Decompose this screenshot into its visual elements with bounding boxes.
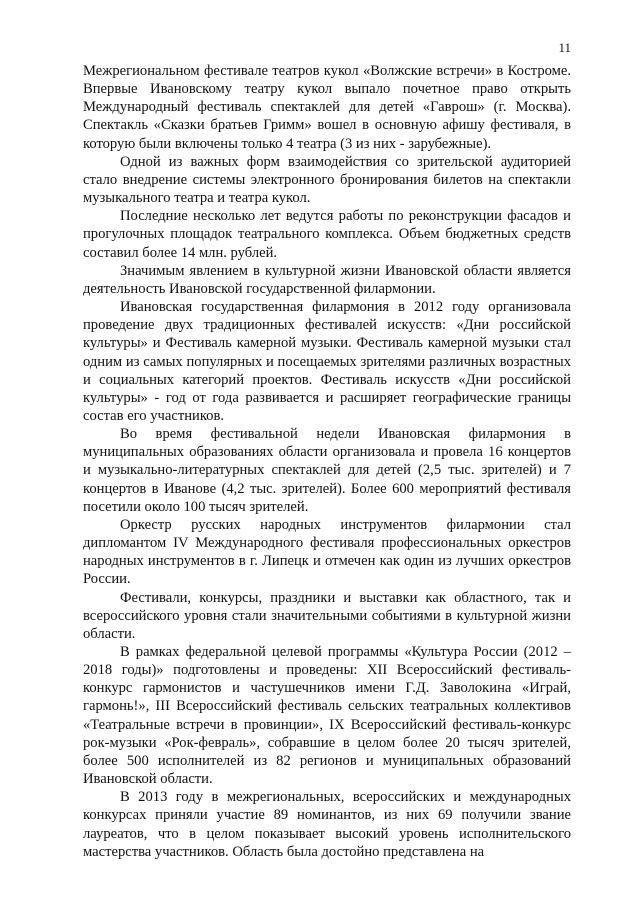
paragraph: Во время фестивальной недели Ивановская филармония в муниципальных образованиях области организовала и провела 16 концертов и музыкально-литературных спектаклей для детей (2,5 тыс. зрителей) и 7 концертов в Иванове (4,2 тыс. зрителей). Более 600 мероприятий фестиваля посетили около 100 тысяч зрителей. [83,426,571,515]
paragraph: В рамках федеральной целевой программы «Культура России (2012 – 2018 годы)» подготовлены и проведены: XII Всероссийский фестиваль-конкурс гармонистов и частушечников имени Г.Д. Заволокина «Играй, гармонь!», III Всероссийский фестиваль сельских театральных коллективов «Театральные встречи в провинции», IX Всероссийский фестиваль-конкурс рок-музыки «Рок-февраль», собравшие в целом более 20 тысяч зрителей, более 500 исполнителей из 82 регионов и муниципальных образований Ивановской области. [83,644,571,788]
paragraph: В 2013 году в межрегиональных, всероссийских и международных конкурсах приняли участие 89 номинантов, из них 69 получили звание лауреатов, что в целом показывает высокий уровень исполнительского мастерства участников. Область была достойно представлена на [83,789,571,860]
paragraph: Ивановская государственная филармония в 2012 году организовала проведение двух традиционных фестивалей искусств: «Дни российской культуры» и Фестиваль камерной музыки. Фестиваль камерной музыки стал одним из самых популярных и посещаемых зрителями различных возрастных и социальных категорий проектов. Фестиваль искусств «Дни российской культуры» - год от года развивается и расширяет географические границы состав его участников. [83,299,571,424]
document-body [83,62,571,861]
paragraph: Оркестр русских народных инструментов филармонии стал дипломантом IV Международного фестиваля профессиональных оркестров народных инструментов в г. Липецк и отмечен как один из лучших оркестров России. [83,516,571,588]
paragraph: Последние несколько лет ведутся работы по реконструкции фасадов и прогулочных площадок театрального комплекса. Объем бюджетных средств составил более 14 млн. рублей. [83,208,571,261]
paragraph: Одной из важных форм взаимодействия со зрительской аудиторией стало внедрение системы электронного бронирования билетов на спектакли музыкального театра и театра кукол. [83,153,571,207]
paragraph: Фестивали, конкурсы, праздники и выставки как областного, так и всероссийского уровня стали значительными событиями в культурной жизни области. [83,589,571,642]
page-number: 11 [558,40,571,55]
paragraph-continuation: Межрегиональном фестивале театров кукол «Волжские встречи» в Костроме. Впервые Ивановскому театру кукол выпало почетное право открыть Международный фестиваль спектаклей для детей «Гаврош» (г. Москва). Спектакль «Сказки братьев Гримм» вошел в основную афишу фестиваля, в которую были включены только 4 театра (3 из них - зарубежные). [83,63,571,152]
paragraph: Значимым явлением в культурной жизни Ивановской области является деятельность Ивановской государственной филармонии. [83,262,571,297]
